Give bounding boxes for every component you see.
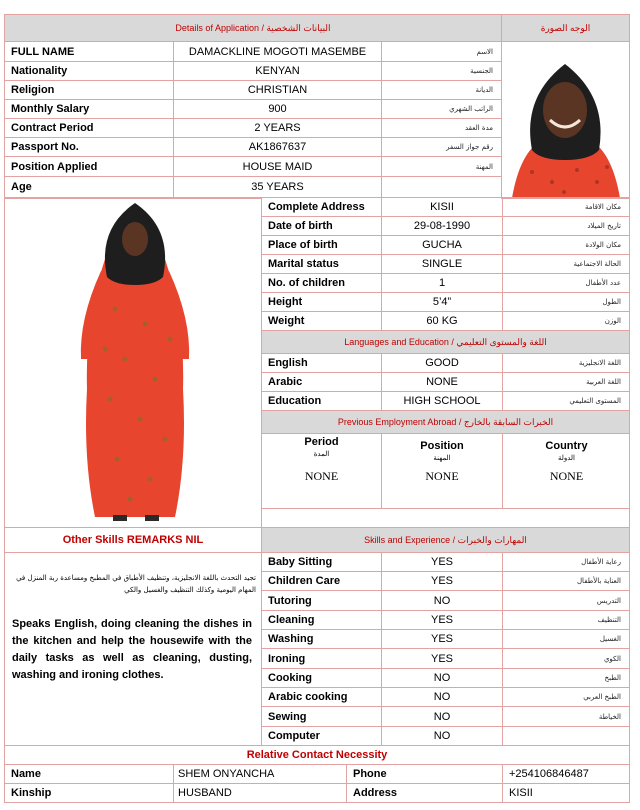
detail-label-ar: الطول	[502, 292, 630, 312]
full-photo-frame	[4, 198, 262, 528]
personal-label: Contract Period	[4, 118, 174, 138]
skill-label-ar: التدريس	[502, 590, 630, 611]
full-body-photo	[5, 199, 261, 527]
face-photo-frame	[501, 41, 630, 199]
skill-label: Tutoring	[261, 590, 382, 611]
detail-label: No. of children	[261, 273, 382, 293]
col-period-ar: المدة	[313, 451, 330, 458]
personal-value: CHRISTIAN	[173, 80, 382, 100]
detail-label-ar: الحالة الاجتماعية	[502, 254, 630, 274]
language-label: English	[261, 353, 382, 373]
personal-label: Nationality	[4, 61, 174, 81]
personal-label-ar: رقم جواز السفر	[381, 137, 502, 157]
skill-label-ar: التنظيف	[502, 610, 630, 630]
skill-label-ar: الطبخ العربي	[502, 687, 630, 707]
personal-value: DAMACKLINE MOGOTI MASEMBE	[173, 41, 382, 62]
detail-label-ar: الوزن	[502, 311, 630, 331]
skill-value: NO	[381, 668, 503, 688]
detail-label: Weight	[261, 311, 382, 331]
skill-value: YES	[381, 552, 503, 572]
skill-value: YES	[381, 571, 503, 591]
skill-label-ar: رعاية الأطفال	[502, 552, 630, 572]
detail-label: Complete Address	[261, 197, 382, 217]
skill-value: NO	[381, 726, 503, 746]
col-position-ar: المهنة	[433, 455, 451, 462]
detail-label-ar: مكان الاقامة	[502, 197, 630, 217]
personal-value: 35 YEARS	[173, 176, 382, 198]
position-value: NONE	[425, 469, 459, 483]
skill-label: Arabic cooking	[261, 687, 382, 707]
skill-label: Children Care	[261, 571, 382, 591]
detail-label: Place of birth	[261, 235, 382, 255]
personal-label: Age	[4, 176, 174, 198]
detail-label: Marital status	[261, 254, 382, 274]
skill-label: Washing	[261, 629, 382, 649]
skill-label: Cooking	[261, 668, 382, 688]
skill-label-ar: الطبخ	[502, 668, 630, 688]
skill-value: YES	[381, 610, 503, 630]
country-value: NONE	[549, 469, 584, 483]
skill-value: YES	[381, 629, 503, 649]
contact-title: Relative Contact Necessity	[246, 749, 388, 761]
detail-value: 1	[381, 273, 503, 293]
language-value: HIGH SCHOOL	[381, 391, 503, 411]
personal-value: HOUSE MAID	[173, 156, 382, 177]
other-skills-arabic: تجيد التحدث باللغة الانجليزية، وتنظيف الأطباق في المطبخ ومساعدة ربة المنزل في المهام اليومية وكذلك التنظيف والغسيل والكي	[16, 574, 256, 594]
detail-label-ar: تاريخ الميلاد	[502, 216, 630, 236]
detail-label-ar: عدد الأطفال	[502, 273, 630, 293]
language-label-ar: اللغة العربية	[502, 372, 630, 392]
language-label: Arabic	[261, 372, 382, 392]
skill-label: Baby Sitting	[261, 552, 382, 572]
personal-value: KENYAN	[173, 61, 382, 81]
personal-label: Passport No.	[4, 137, 174, 157]
face-photo	[502, 42, 629, 198]
skill-label-ar	[502, 726, 630, 746]
personal-label-ar: المهنة	[381, 156, 502, 177]
detail-label: Height	[261, 292, 382, 312]
contact-address-value: KISII	[502, 783, 630, 803]
skill-value: NO	[381, 590, 503, 611]
detail-value: KISII	[381, 197, 503, 217]
language-value: GOOD	[381, 353, 503, 373]
skill-label: Cleaning	[261, 610, 382, 630]
contact-name-label: Name	[4, 764, 174, 784]
detail-label-ar: مكان الولادة	[502, 235, 630, 255]
detail-value: GUCHA	[381, 235, 503, 255]
skill-value: NO	[381, 687, 503, 707]
contact-kinship-label: Kinship	[4, 783, 174, 803]
details-title: Details of Application / البيانات الشخصية	[175, 22, 331, 33]
personal-label-ar: الراتب الشهري	[381, 99, 502, 119]
other-skills-header	[4, 527, 262, 553]
languages-header	[261, 330, 630, 354]
other-skills-english: Speaks English, doing cleaning the dishes in the kitchen and help the housewife with the daily tasks as well as cleaning, dusting, washing and ironing clothes.	[12, 618, 252, 681]
skills-header	[261, 527, 630, 553]
language-label-ar: اللغة الانجليزية	[502, 353, 630, 373]
photo-label-ar: الوجه الصورة	[540, 22, 591, 33]
language-label-ar: المستوى التعليمي	[502, 391, 630, 411]
personal-label-ar: الجنسية	[381, 61, 502, 81]
personal-label: FULL NAME	[4, 41, 174, 62]
personal-value: AK1867637	[173, 137, 382, 157]
personal-label-ar: الاسم	[381, 41, 502, 62]
personal-label: Monthly Salary	[4, 99, 174, 119]
skill-value: NO	[381, 706, 503, 727]
skill-label-ar: الخياطة	[502, 706, 630, 727]
personal-value: 2 YEARS	[173, 118, 382, 138]
period-value: NONE	[304, 469, 339, 483]
detail-value: 5’4”	[381, 292, 503, 312]
employment-header	[261, 410, 630, 434]
skill-label-ar: الكوي	[502, 648, 630, 669]
personal-label-ar: مدة العقد	[381, 118, 502, 138]
skill-label: Sewing	[261, 706, 382, 727]
contact-phone-value: +254106846487	[502, 764, 630, 784]
detail-value: 29-08-1990	[381, 216, 503, 236]
detail-label: Date of birth	[261, 216, 382, 236]
photo-header	[501, 14, 630, 42]
detail-value: SINGLE	[381, 254, 503, 274]
skill-label-ar: الغسيل	[502, 629, 630, 649]
languages-title: Languages and Education / اللغة والمستوى التعليمي	[344, 336, 547, 347]
skill-label: Ironing	[261, 648, 382, 669]
contact-name-value: SHEM ONYANCHA	[173, 764, 347, 784]
skill-label: Computer	[261, 726, 382, 746]
skill-value: YES	[381, 648, 503, 669]
personal-label-ar	[381, 176, 502, 198]
employment-title: Previous Employment Abroad / الخبرات السابقة بالخارج	[337, 416, 554, 427]
language-label: Education	[261, 391, 382, 411]
contact-kinship-value: HUSBAND	[173, 783, 347, 803]
contact-header	[4, 745, 630, 765]
col-period-label: Period	[304, 436, 339, 448]
personal-value: 900	[173, 99, 382, 119]
contact-phone-label: Phone	[346, 764, 503, 784]
col-country-label: Country	[545, 440, 588, 452]
other-skills-title: Other Skills REMARKS NIL	[62, 534, 204, 546]
language-value: NONE	[381, 372, 503, 392]
personal-label: Religion	[4, 80, 174, 100]
skills-title: Skills and Experience / المهارات والخبرات	[364, 534, 527, 545]
contact-address-label: Address	[346, 783, 503, 803]
col-position-label: Position	[420, 440, 464, 452]
detail-value: 60 KG	[381, 311, 503, 331]
col-country-ar: الدولة	[557, 455, 576, 462]
personal-label-ar: الديانة	[381, 80, 502, 100]
skill-label-ar: العناية بالأطفال	[502, 571, 630, 591]
personal-label: Position Applied	[4, 156, 174, 177]
details-header	[4, 14, 502, 42]
